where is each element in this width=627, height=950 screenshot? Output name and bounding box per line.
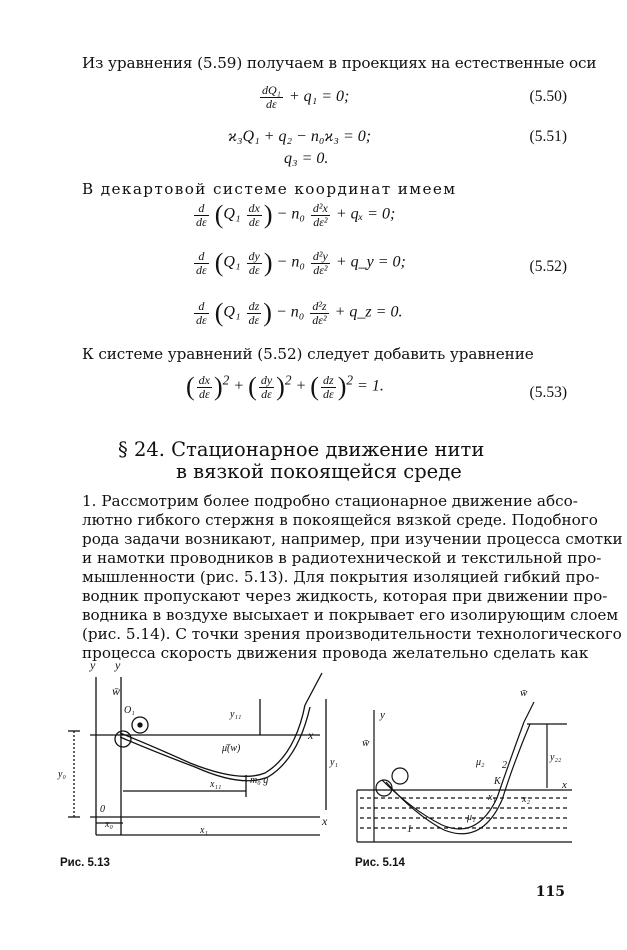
fig2-caption: Рис. 5.14 (355, 857, 405, 869)
section-title-line2: в вязкой покоящейся среде (176, 460, 462, 483)
fig2-label-y: y (380, 709, 385, 721)
fig1-label-m0g: m₀ g (250, 775, 269, 786)
equation-5-53: ( $\frac{dx}{d\varepsilon}$ )$^2$ + ( $\frac{dy}{d\varepsilon}$ )$^2$ + ( $\frac{dz}{d\varepsilon}$ )$^2$ = 1. (186, 372, 384, 401)
fig1-label-xaxis: x (322, 814, 328, 828)
eq-label-5-51: (5.51) (529, 128, 567, 145)
fig1-label-y11: y₁₁ (230, 709, 242, 720)
fig2-label-x2: x₂ (522, 794, 530, 805)
eq-label-5-53: (5.53) (529, 384, 567, 401)
fig1-label-mu: μ̄(w) (222, 743, 241, 754)
fig1-label-y-second: y (115, 658, 121, 672)
cartesian-intro: В декартовой системе координат имеем (82, 180, 457, 198)
eq-label-5-50: (5.50) (529, 88, 567, 105)
fig2-label-two: 2 (502, 760, 507, 771)
fig1-label-x: x (308, 728, 314, 742)
section-title-line1: § 24. Стационарное движение нити (118, 438, 485, 461)
fig2-label-mu2: μ₂ (476, 757, 485, 768)
equation-5-51-line1: ϰ₃Q₁ + q₂ − n₀ϰ₃ = 0; (228, 128, 372, 145)
paragraph-line-5: мышленности (рис. 5.13). Для покрытия изоляцией гибкий про- (82, 568, 600, 586)
fig1-label-y: y (90, 658, 96, 672)
eq-label-5-52: (5.52) (529, 258, 567, 275)
fig2-label-y22: y₂₂ (550, 752, 562, 763)
figure-5-14 (352, 680, 582, 855)
equation-5-52-row1: $\frac{d}{d\varepsilon}$ (Q₁ $\frac{dx}{d\varepsilon}$ ) − n₀ $\frac{\text{d²x}}{\text{dε²}}$ + qₓ = 0; (196, 200, 396, 229)
fig2-label-k: K (494, 776, 501, 787)
fig1-label-x1: x₁ (200, 825, 208, 836)
fig1-label-y0: y₀ (58, 769, 66, 780)
paragraph-line-4: и намотки проводников в радиотехнической и текстильной про- (82, 549, 602, 567)
fig2-label-w2: w̄ (520, 687, 528, 699)
fig2-label-mu1: μ₁ (467, 812, 476, 823)
fig1-label-y1: y₁ (330, 757, 338, 768)
fig2-label-x: x (562, 779, 567, 791)
fig2-label-one: 1 (407, 824, 412, 835)
paragraph-line-2: лютно гибкого стержня в покоящейся вязкой среде. Подобного (82, 511, 598, 529)
add-equation-text: К системе уравнений (5.52) следует добавить уравнение (82, 345, 534, 363)
paragraph-line-1: 1. Рассмотрим более подробно стационарное движение абсо- (82, 492, 578, 510)
equation-5-50: $\frac{\text{dQ₁}}{d\varepsilon}$ + q₁ = 0; (262, 83, 350, 111)
fig1-label-w: w̄ (112, 684, 121, 698)
fig1-label-o1: O₁ (124, 705, 135, 716)
fig1-label-x0: x₀ (105, 819, 113, 830)
intro-text: Из уравнения (5.59) получаем в проекциях на естественные оси (82, 54, 597, 72)
equation-5-52-row3: $\frac{d}{d\varepsilon}$ (Q₁ $\frac{dz}{d\varepsilon}$ ) − n₀ $\frac{\text{d²z}}{\text{dε²}}$ + q_z = 0. (196, 298, 403, 327)
page-number: 115 (535, 884, 565, 900)
fig2-label-w: w̄ (362, 737, 370, 749)
fig1-label-x11: x₁₁ (210, 779, 222, 790)
equation-5-52-row2: $\frac{d}{d\varepsilon}$ (Q₁ $\frac{dy}{d\varepsilon}$ ) − n₀ $\frac{\text{d²y}}{\text{dε²}}$ + q_y = 0; (196, 248, 406, 277)
paragraph-line-6: водник пропускают через жидкость, которая при движении про- (82, 587, 608, 605)
paragraph-line-8: (рис. 5.14). С точки зрения производительности технологического (82, 625, 622, 643)
fig2-label-x1: x₁ (488, 792, 496, 803)
figure-5-13 (50, 655, 340, 855)
equation-5-51-line2: q₃ = 0. (284, 150, 329, 167)
fig1-label-origin: 0 (100, 804, 105, 815)
paragraph-line-9: процесса скорость движения провода желательно сделать как (82, 644, 589, 662)
fig1-caption: Рис. 5.13 (60, 857, 110, 869)
paragraph-line-3: рода задачи возникают, например, при изучении процесса смотки (82, 530, 623, 548)
paragraph-line-7: водника в воздухе высыхает и покрывает его изолирующим слоем (82, 606, 619, 624)
